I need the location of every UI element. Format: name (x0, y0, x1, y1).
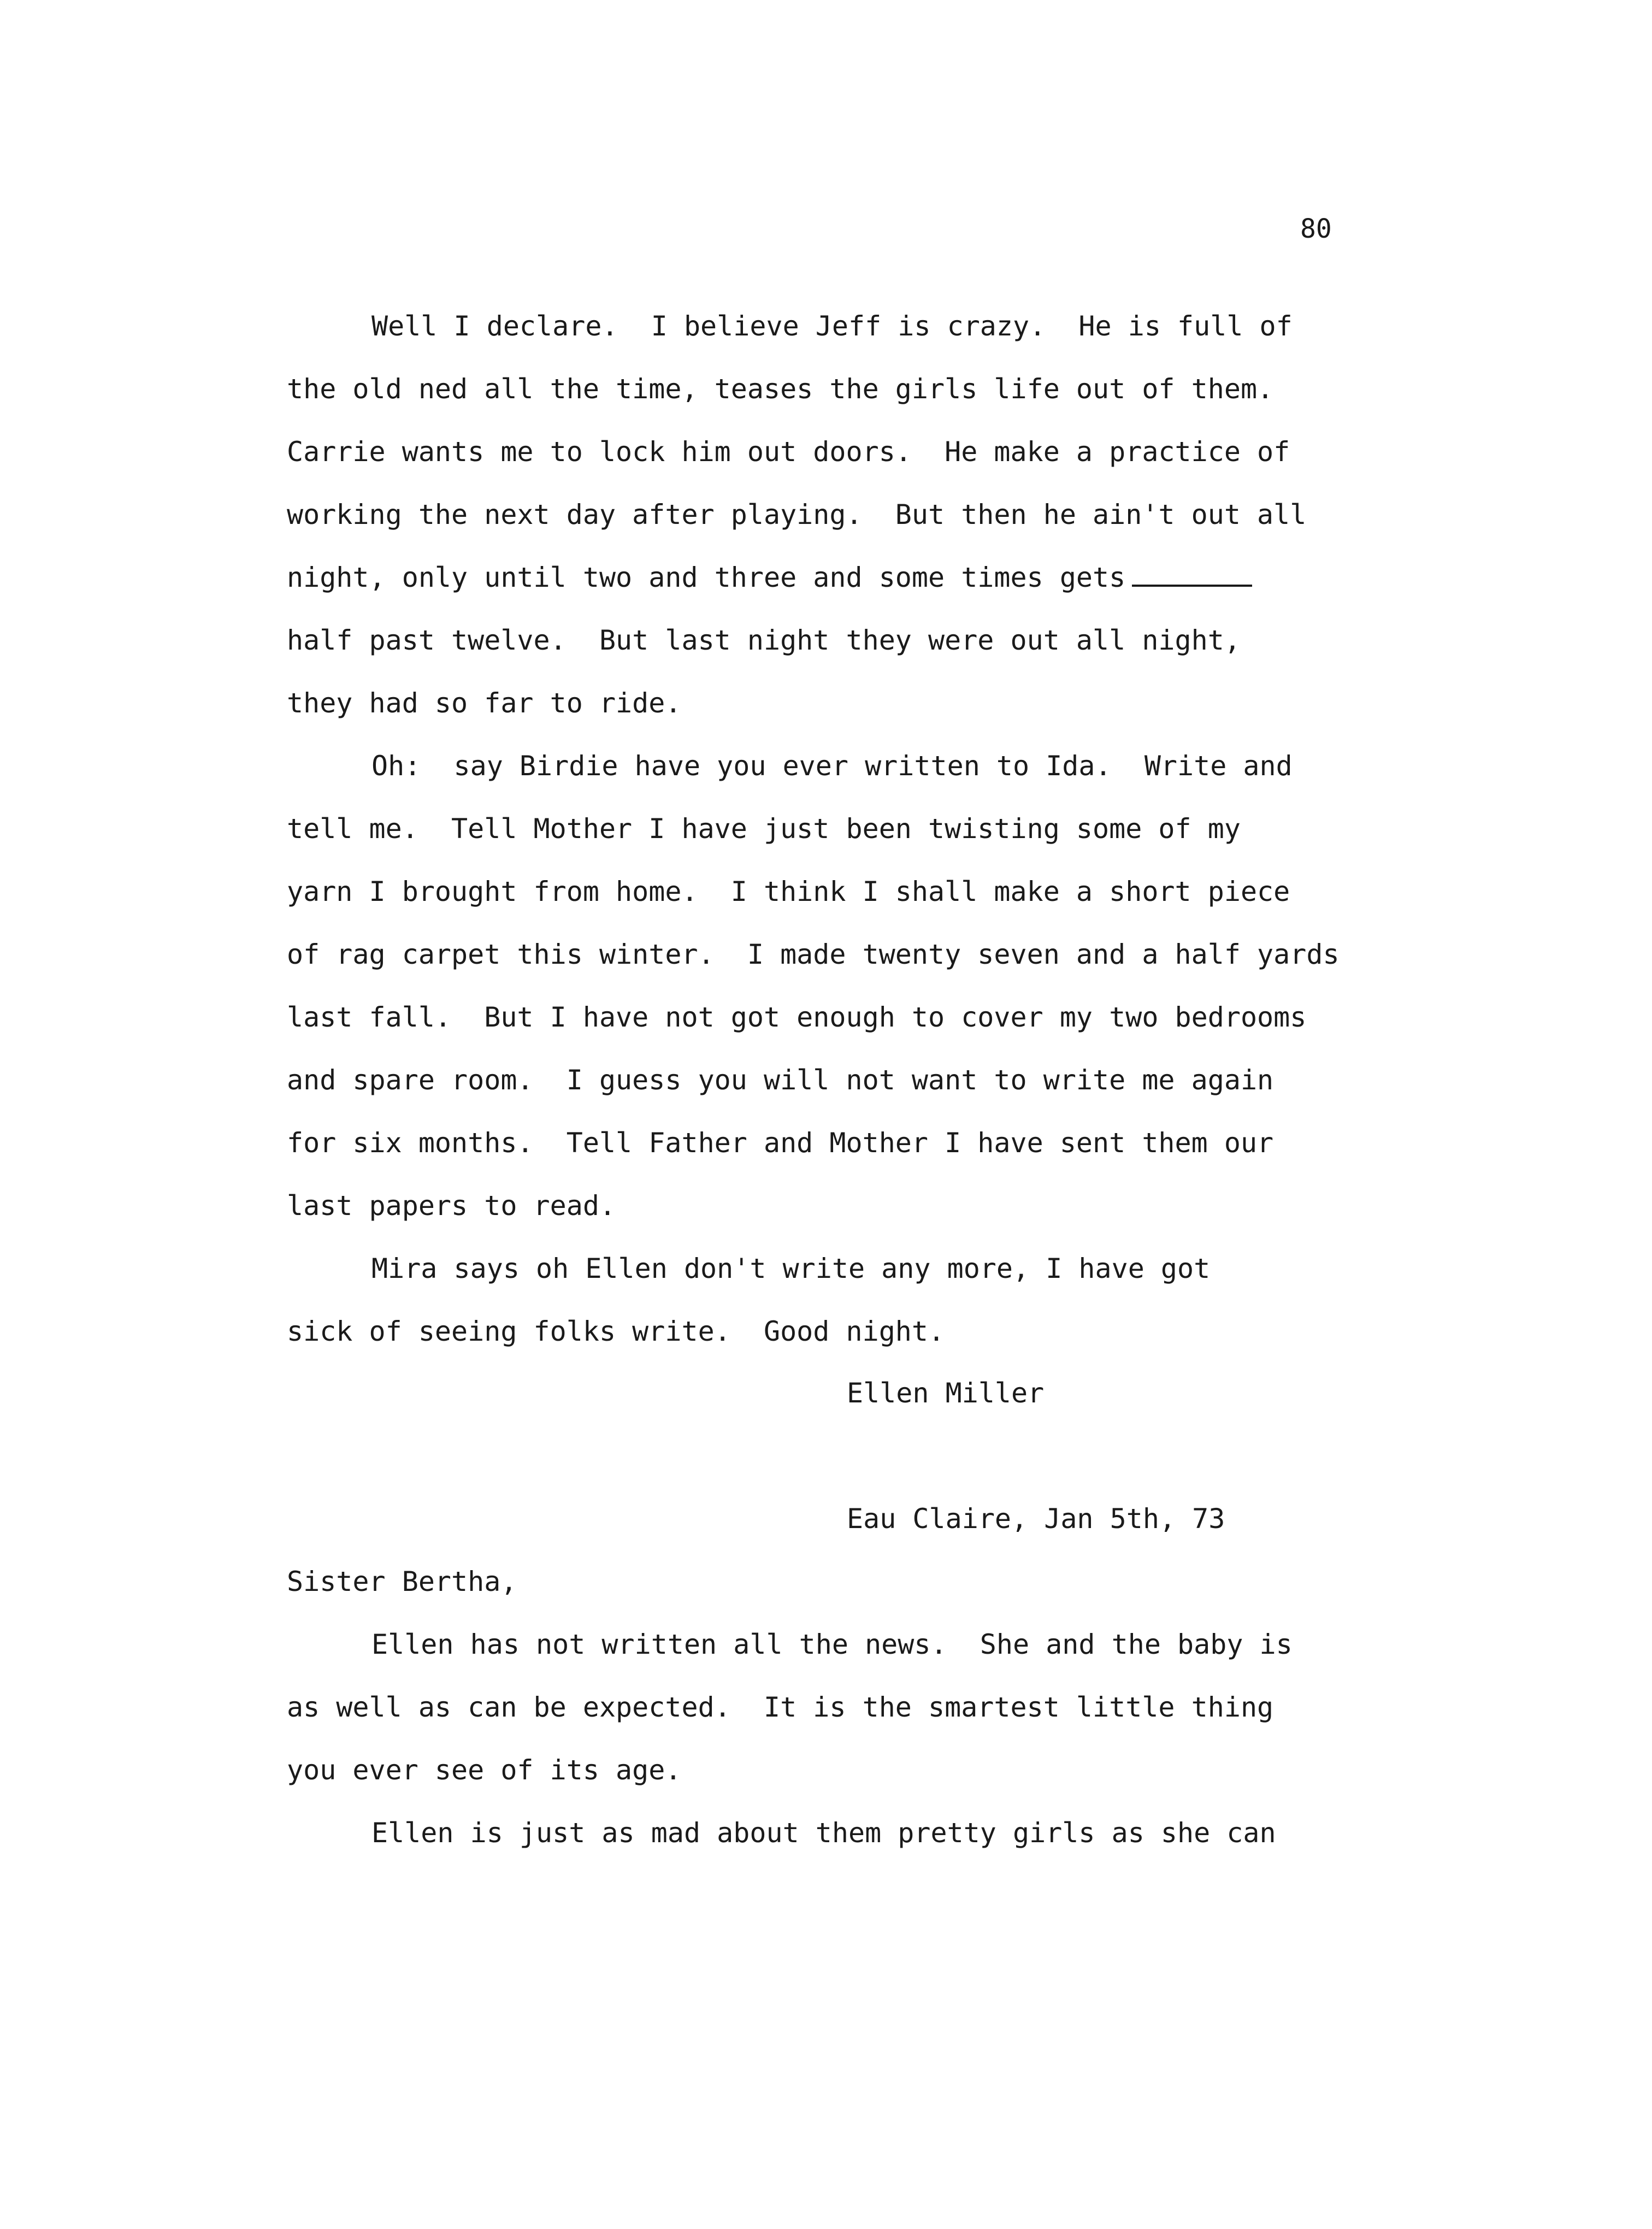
text-line: Mira says oh Ellen don't write any more, I have got (371, 1253, 1211, 1284)
text-line: tell me. Tell Mother I have just been twisting some of my (287, 813, 1241, 845)
text-line: sick of seeing folks write. Good night. (287, 1316, 945, 1347)
text-line: Ellen has not written all the news. She and the baby is (371, 1629, 1293, 1660)
salutation: Sister Bertha, (287, 1566, 517, 1597)
text-line-with-blank (287, 546, 1379, 609)
handwriting-blank (1132, 569, 1252, 587)
text-line: Carrie wants me to lock him out doors. He make a practice of (287, 436, 1290, 468)
signature: Ellen Miller (847, 1377, 1045, 1409)
page-number: 80 (1300, 214, 1332, 244)
letter-1-body (287, 295, 1379, 1363)
dateline: Eau Claire, Jan 5th, 73 (847, 1503, 1225, 1535)
text-line: you ever see of its age. (287, 1754, 682, 1786)
text-line: and spare room. I guess you will not want to write me again (287, 1064, 1274, 1096)
text-line: they had so far to ride. (287, 687, 682, 719)
text-line: Oh: say Birdie have you ever written to Ida. Write and (371, 750, 1293, 782)
text-line: Ellen is just as mad about them pretty girls as she can (371, 1817, 1276, 1849)
text-line: night, only until two and three and some times gets (287, 562, 1126, 593)
text-line: of rag carpet this winter. I made twenty seven and a half yards (287, 939, 1340, 970)
text-line: last fall. But I have not got enough to cover my two bedrooms (287, 1001, 1307, 1033)
text-line: as well as can be expected. It is the smartest little thing (287, 1691, 1274, 1723)
text-line: the old ned all the time, teases the girls life out of them. (287, 373, 1274, 405)
text-line: half past twelve. But last night they were out all night, (287, 624, 1241, 656)
text-line: working the next day after playing. But then he ain't out all (287, 499, 1307, 530)
text-line: yarn I brought from home. I think I shall make a short piece (287, 876, 1290, 907)
letter-2-body (287, 1550, 1379, 1865)
text-line: last papers to read. (287, 1190, 616, 1222)
text-line: for six months. Tell Father and Mother I have sent them our (287, 1127, 1274, 1159)
text-line: Well I declare. I believe Jeff is crazy. He is full of (371, 310, 1293, 342)
